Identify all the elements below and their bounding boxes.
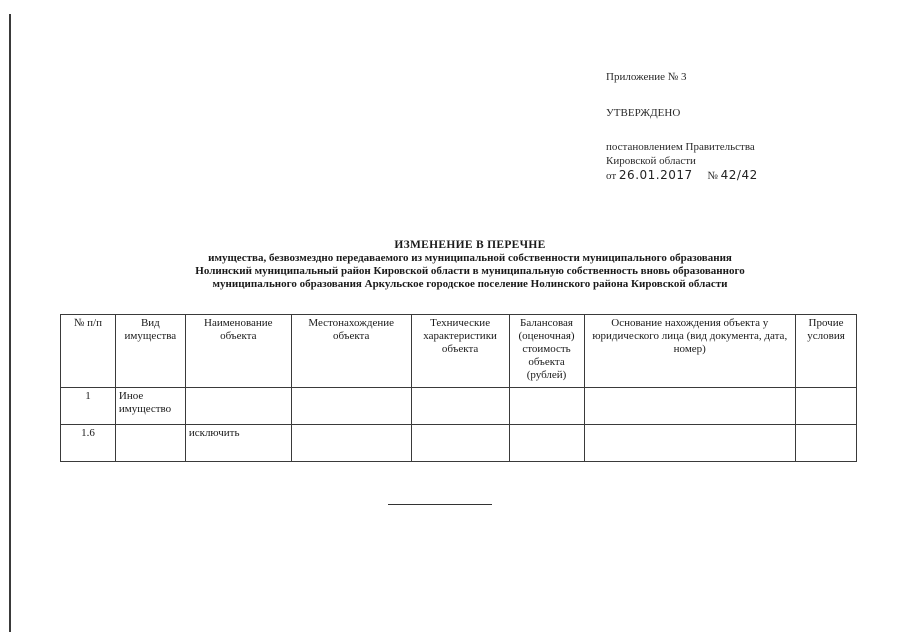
- row-1-technical-specs: [411, 388, 509, 425]
- handwritten-date: 26.01.2017: [618, 168, 693, 182]
- header-other-conditions: Прочие условия: [796, 315, 857, 388]
- scan-edge-line: [9, 14, 11, 632]
- decree-line-1: постановлением Правительства: [606, 141, 755, 153]
- title-main: ИЗМЕНЕНИЕ В ПЕРЕЧНЕ: [394, 239, 546, 251]
- title-line-2: Нолинский муниципальный район Кировской области в муниципальную собственность вновь образованного: [195, 265, 745, 277]
- title-line-3: муниципального образования Аркульское городское поселение Нолинского района Кировской области: [212, 278, 728, 290]
- table-row: [61, 388, 857, 425]
- property-list-table: [60, 314, 857, 462]
- row-2-basis: [584, 425, 796, 462]
- header-technical-specs: Технические характеристики объекта: [411, 315, 509, 388]
- row-1-basis: [584, 388, 796, 425]
- row-1-object-name: [185, 388, 291, 425]
- row-1-number: 1: [61, 388, 116, 425]
- header-number: № п/п: [61, 315, 116, 388]
- end-separator-line: [388, 504, 492, 505]
- title-line-1: имущества, безвозмездно передаваемого из муниципальной собственности муниципального образования: [208, 252, 732, 264]
- decree-date-line: [606, 168, 866, 183]
- row-1-book-value: [509, 388, 584, 425]
- annex-label: Приложение № 3: [606, 71, 687, 83]
- header-property-type: Вид имущества: [115, 315, 185, 388]
- header-basis: Основание нахождения объекта у юридического лица (вид документа, дата, номер): [584, 315, 796, 388]
- row-2-number: 1.6: [61, 425, 116, 462]
- row-2-book-value: [509, 425, 584, 462]
- table-header-row: [61, 315, 857, 388]
- approved-label: УТВЕРЖДЕНО: [606, 107, 681, 119]
- table-row: [61, 425, 857, 462]
- row-1-location: [291, 388, 411, 425]
- number-prefix: №: [707, 170, 718, 182]
- header-object-name: Наименование объекта: [185, 315, 291, 388]
- handwritten-number: 42/42: [720, 168, 758, 182]
- date-prefix: от: [606, 170, 617, 182]
- approval-block: [606, 70, 866, 183]
- row-2-other-conditions: [796, 425, 857, 462]
- document-title: [120, 239, 820, 291]
- row-1-other-conditions: [796, 388, 857, 425]
- header-book-value: Балансовая (оценочная) стоимость объекта (рублей): [509, 315, 584, 388]
- row-2-property-type: [115, 425, 185, 462]
- row-2-object-name: исключить: [185, 425, 291, 462]
- header-location: Местонахождение объекта: [291, 315, 411, 388]
- row-1-property-type: Иное имущество: [115, 388, 185, 425]
- row-2-location: [291, 425, 411, 462]
- row-2-technical-specs: [411, 425, 509, 462]
- decree-line-2: Кировской области: [606, 155, 696, 167]
